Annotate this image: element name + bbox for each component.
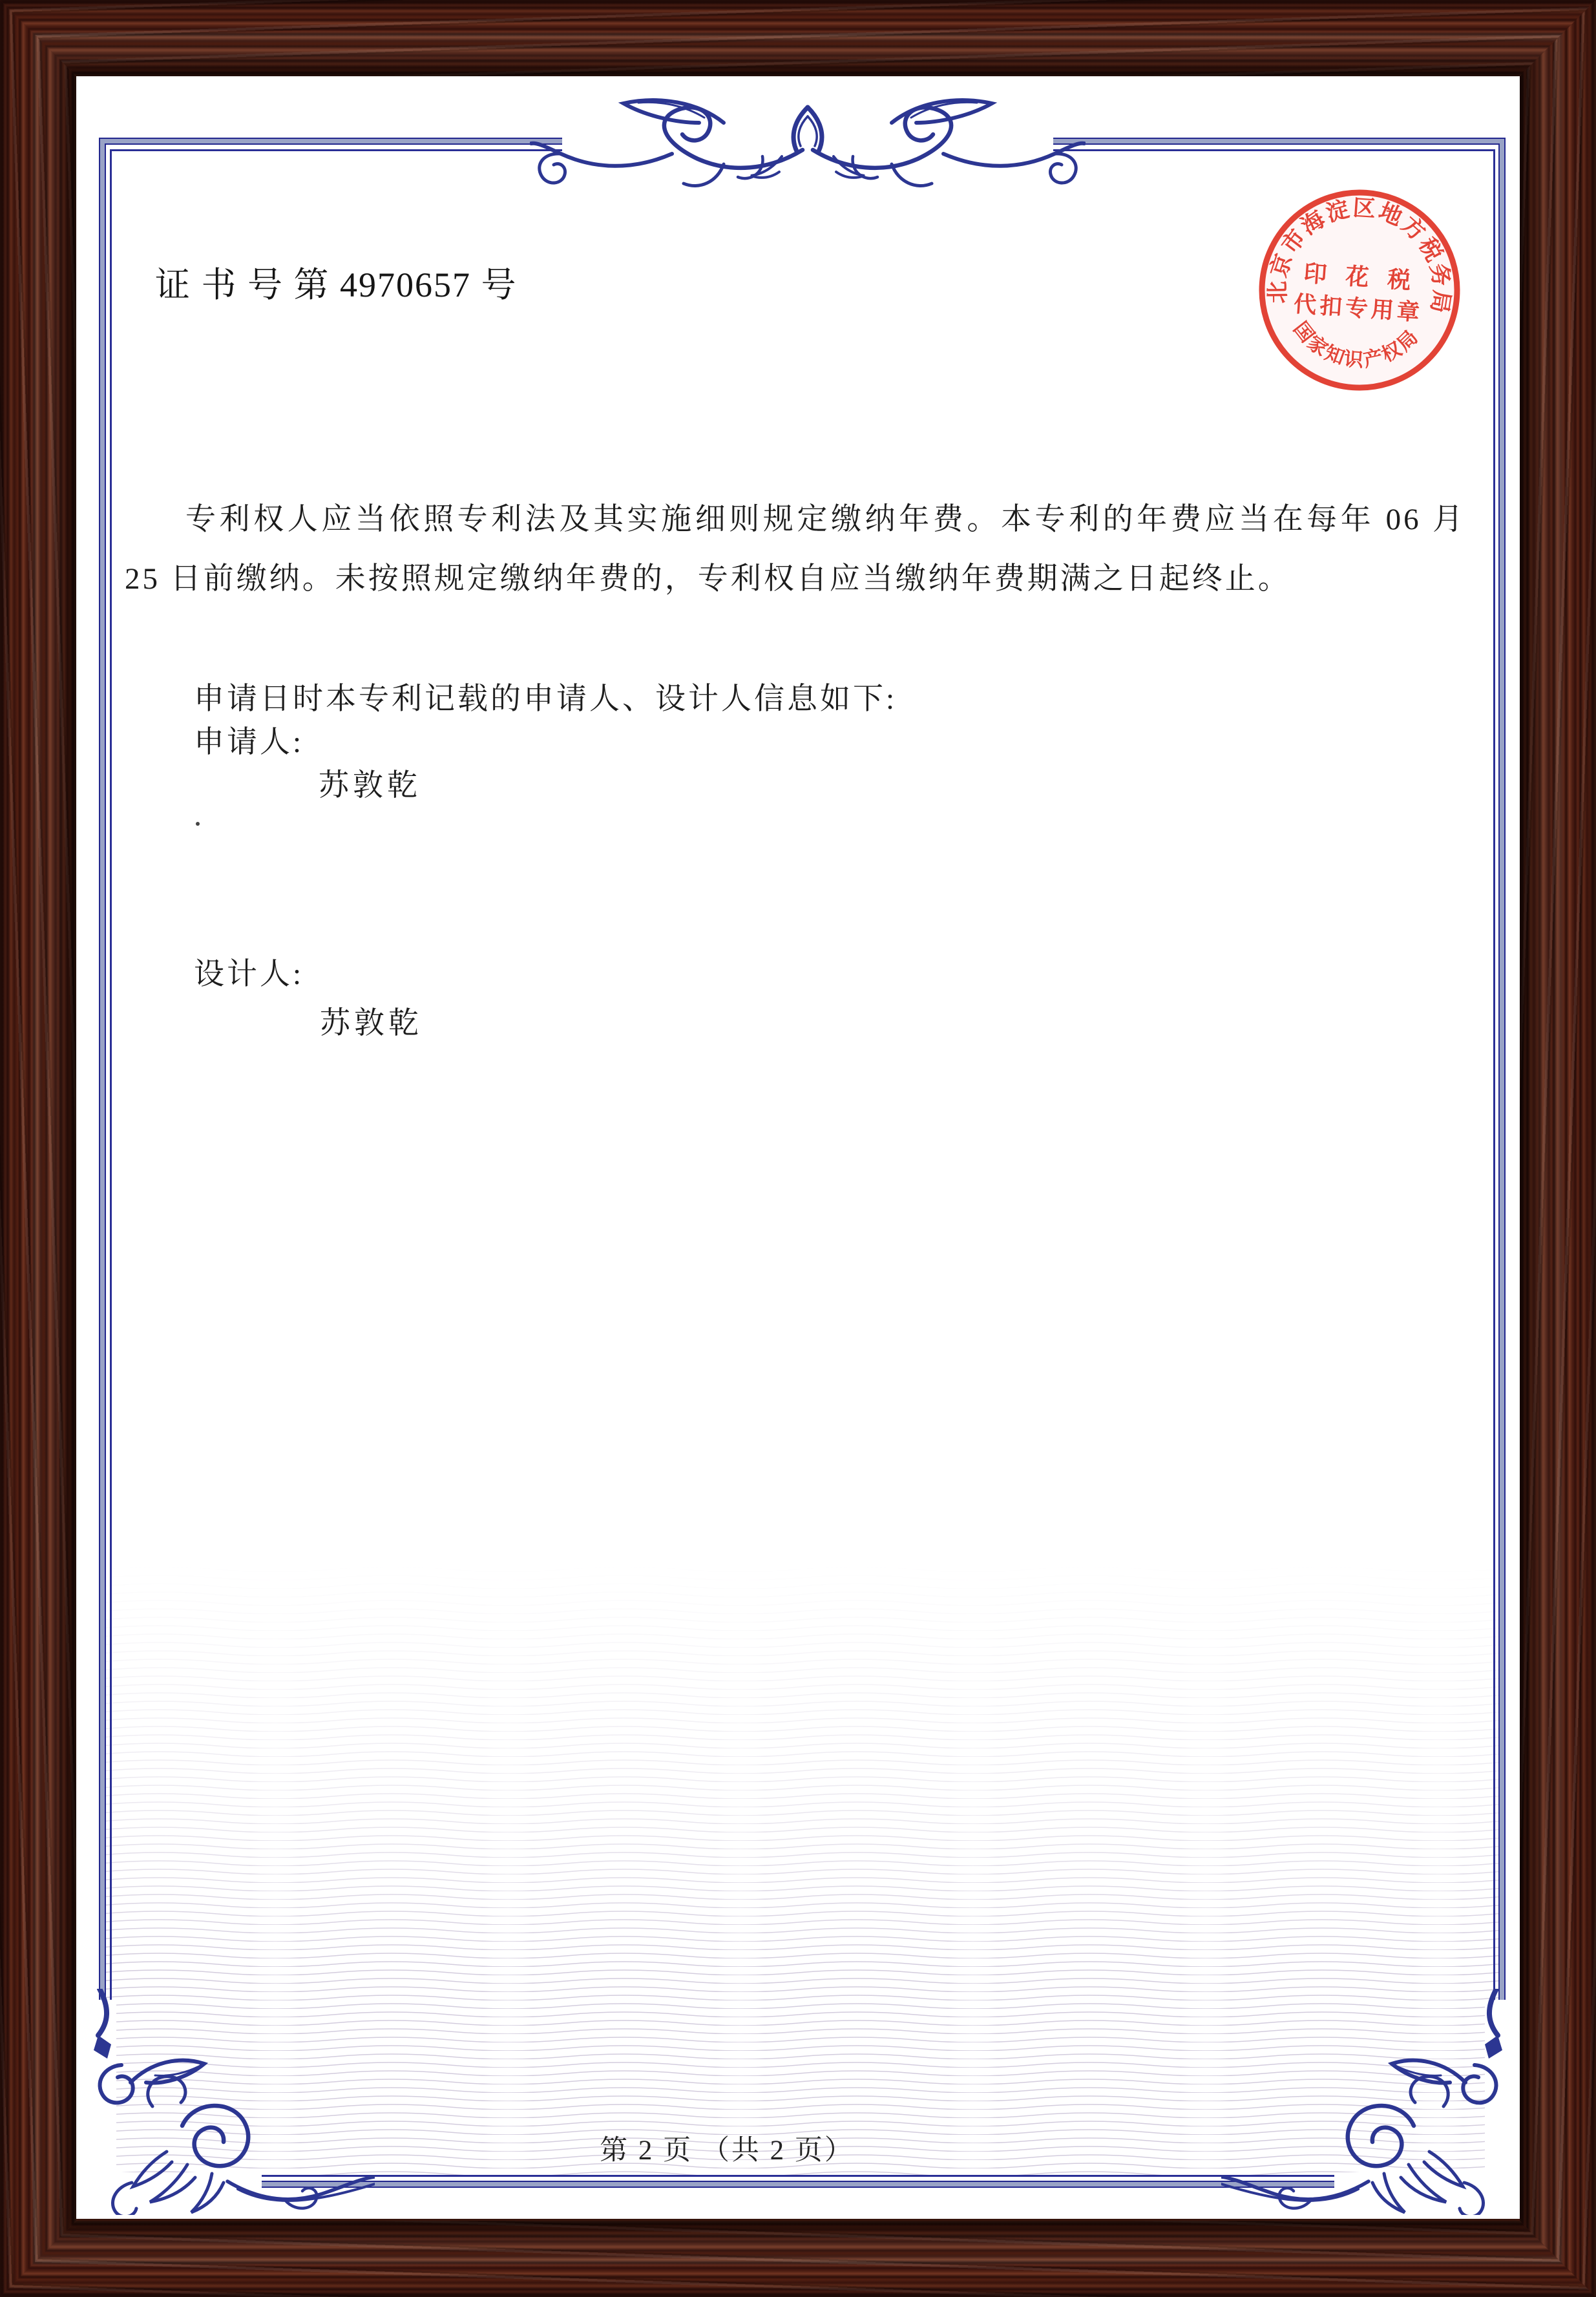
stamp-center-line2: 代扣专用章 — [1292, 291, 1424, 326]
flourish-top-icon — [530, 94, 1086, 214]
page-footer: 第 2 页 （共 2 页） — [600, 2135, 854, 2166]
paper-sheet — [76, 76, 1520, 2219]
applicant-label: 申请人: — [194, 726, 304, 759]
stamp-bottom-arc-text: 国家知识产权局 — [1289, 318, 1423, 372]
designer-label: 设计人: — [194, 958, 304, 991]
designer-name: 苏敦乾 — [320, 1007, 423, 1040]
wood-frame-top — [0, 0, 1596, 76]
wood-frame-right — [1520, 0, 1596, 2297]
stamp-center-line1: 印 花 税 — [1303, 260, 1418, 295]
annual-fee-paragraph: 专利权人应当依照专利法及其实施细则规定缴纳年费。本专利的年费应当在每年 06 月 25 日前缴纳。未按照规定缴纳年费的，专利权自应当缴纳年费期满之日起终止。 — [125, 503, 1465, 596]
stray-ink-dot — [196, 822, 200, 826]
certificate-number: 证 书 号 第 4970657 号 — [155, 266, 518, 304]
tax-stamp-seal — [1243, 174, 1476, 406]
wood-frame-bottom — [0, 2221, 1596, 2297]
applicant-name: 苏敦乾 — [319, 769, 421, 802]
wood-frame-left — [0, 0, 76, 2297]
flourish-corner-left-icon — [90, 1989, 375, 2215]
border-inner-line — [110, 149, 1495, 2177]
stamp-top-arc-text: 北京市海淀区地方税务局 — [1265, 195, 1455, 317]
flourish-corner-right-icon — [1221, 1989, 1506, 2215]
applicant-designer-intro: 申请日时本专利记载的申请人、设计人信息如下: — [194, 682, 898, 716]
